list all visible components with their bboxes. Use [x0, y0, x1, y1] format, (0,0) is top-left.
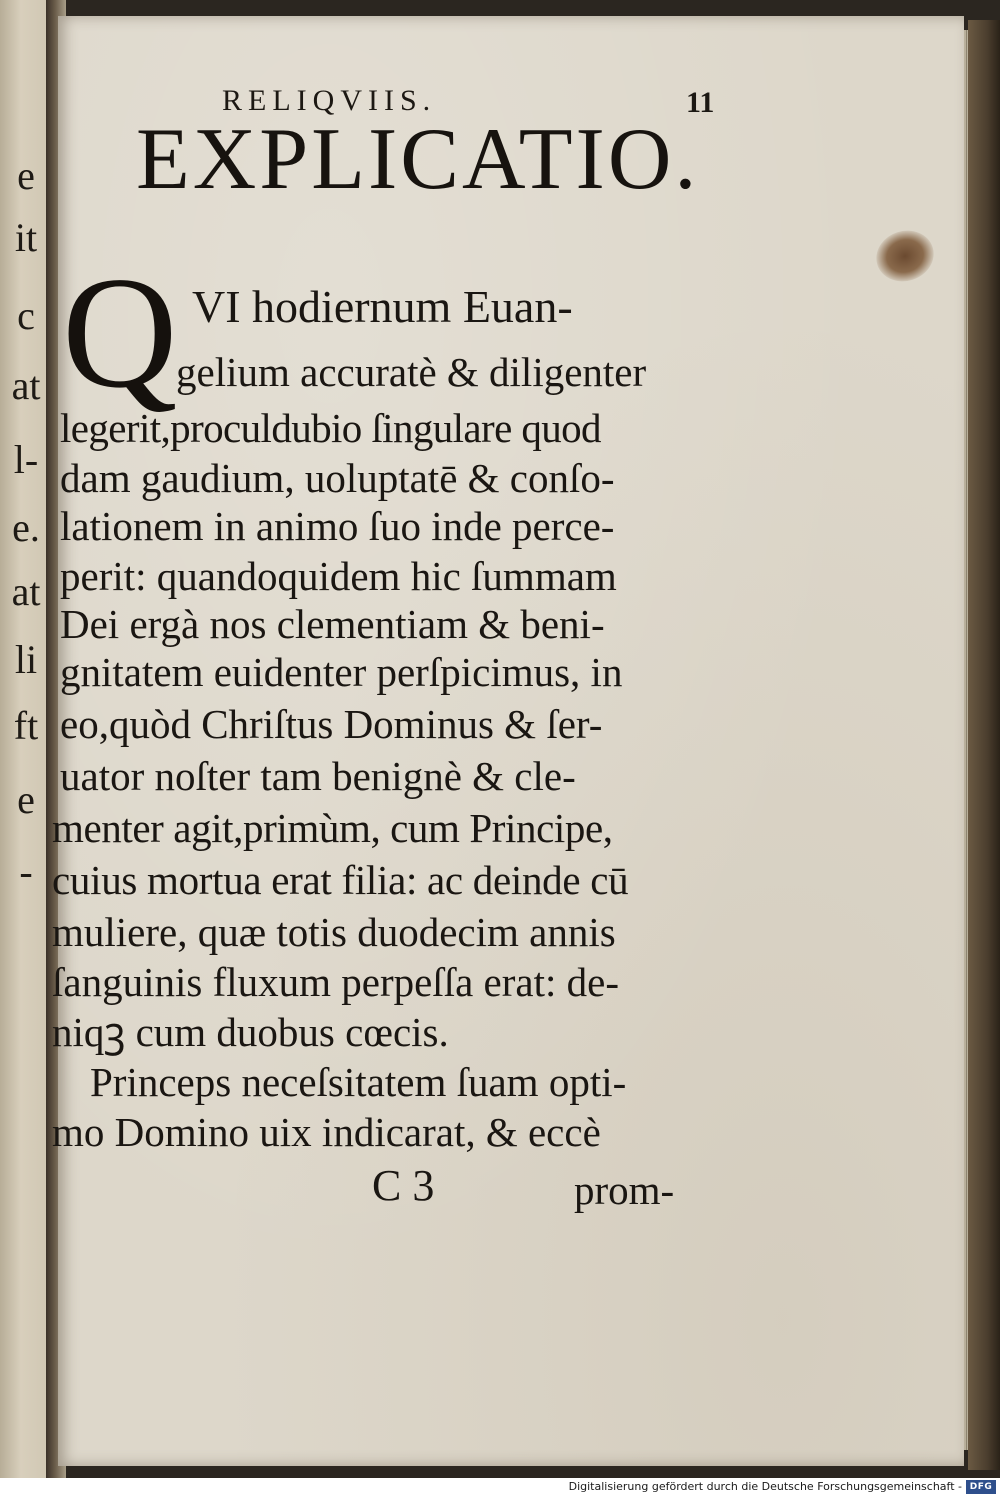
credit-text: Digitalisierung gefördert durch die Deutsche Forschungsgemeinschaft -: [568, 1480, 962, 1493]
left-text-fragment: at: [11, 569, 41, 614]
text-line: niqꝫ cum duobus cœcis.: [52, 1009, 449, 1055]
text-line: ſanguinis fluxum perpeſſa erat: de-: [52, 959, 619, 1005]
drop-capital: Q: [62, 243, 178, 421]
signature-mark: C 3: [372, 1161, 435, 1210]
text-line: dam gaudium, uoluptatē & conſo-: [60, 455, 615, 501]
text-line: eo,quòd Chriſtus Dominus & ſer-: [60, 701, 603, 747]
text-line: VI hodiernum Euan-: [192, 281, 573, 332]
left-text-fragment: -: [19, 849, 33, 894]
dfg-logo: DFG: [966, 1480, 996, 1494]
catchword: prom-: [574, 1167, 675, 1213]
text-line: menter agit,primùm, cum Principe,: [52, 805, 613, 851]
text-line: lationem in animo ſuo inde perce-: [60, 503, 615, 549]
running-head: RELIQVIIS.: [222, 84, 437, 117]
text-line: Princeps neceſsitatem ſuam opti-: [90, 1059, 627, 1105]
left-text-fragment: e: [17, 153, 35, 198]
text-line: perit: quandoquidem hic ſummam: [60, 553, 617, 599]
left-text-fragment: at: [11, 363, 41, 408]
text-line: cuius mortua erat filia: ac deinde cū: [52, 857, 629, 903]
text-line: legerit,proculdubio ſingulare quod: [60, 405, 601, 451]
text-line: gelium accuratè & diligenter: [176, 349, 647, 395]
text-line: mo Domino uix indicarat, & eccè: [52, 1109, 601, 1155]
text-line: Dei ergà nos clementiam & beni-: [60, 601, 605, 647]
left-text-fragment: ft: [13, 703, 39, 748]
left-text-fragment: c: [17, 293, 35, 338]
credit-bar: [0, 1478, 1000, 1497]
text-line: muliere, quæ totis duodecim annis: [52, 909, 616, 955]
section-title: EXPLICATIO.: [136, 111, 700, 208]
left-text-fragment: li: [14, 637, 38, 682]
text-line: gnitatem euidenter perſpicimus, in: [60, 649, 623, 695]
left-text-fragment: e.: [12, 505, 40, 550]
left-text-fragment: e: [17, 777, 35, 822]
page-number: 11: [686, 86, 715, 119]
text-line: uator noſter tam benignè & cle-: [60, 753, 576, 799]
left-text-fragment: it: [14, 215, 38, 260]
left-text-fragment: l-: [13, 437, 39, 482]
